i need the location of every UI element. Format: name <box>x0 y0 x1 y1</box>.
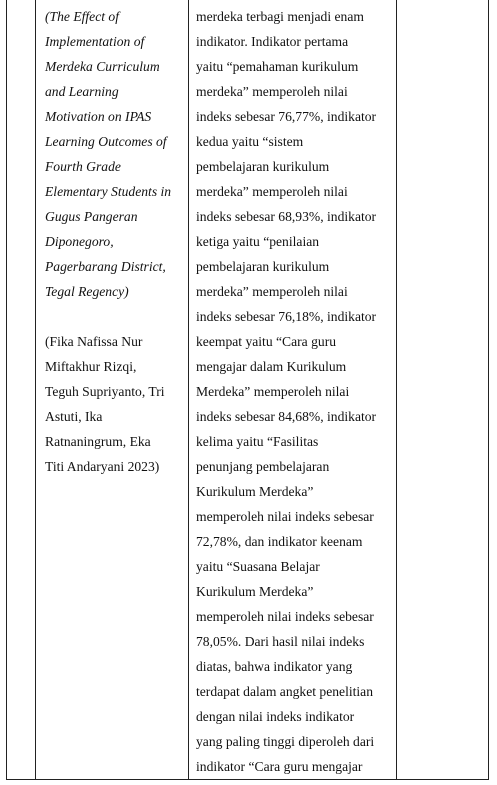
literature-review-table <box>6 0 489 780</box>
reference-authors: (Fika Nafissa Nur Miftakhur Rizqi, Teguh Supriyanto, Tri Astuti, Ika Ratnaningrum, Eka Titi Andaryani 2023) <box>45 334 165 474</box>
summary-text: merdeka terbagi menjadi enam indikator. Indikator pertama yaitu “pemahaman kurikulum merdeka” memperoleh nilai indeks sebesar 76,77%, indikator kedua yaitu “sistem pembelajaran kurikulum merdeka” memperoleh nilai indeks sebesar 68,93%, indikator ketiga yaitu “penilaian pembelajaran kurikulum merdeka” memperoleh nilai indeks sebesar 76,18%, indikator keempat yaitu “Cara guru mengajar dalam Kurikulum Merdeka” memperoleh nilai indeks sebesar 84,68%, indikator kelima yaitu “Fasilitas penunjang pembelajaran Kurikulum Merdeka” memperoleh nilai indeks sebesar 72,78%, dan indikator keenam yaitu “Suasana Belajar Kurikulum Merdeka” memperoleh nilai indeks sebesar 78,05%. Dari hasil nilai indeks diatas, bahwa indikator yang terdapat dalam angket penelitian dengan nilai indeks indikator yang paling tinggi diperoleh dari indikator “Cara guru mengajar <box>196 9 377 774</box>
reference-cell <box>36 0 189 780</box>
reference-title: (The Effect of Implementation of Merdeka Curriculum and Learning Motivation on IPAS Learning Outcomes of Fourth Grade Elementary Students in Gugus Pangeran Diponegoro, Pagerbarang District, Tegal Regency) <box>45 9 172 299</box>
empty-cell <box>397 0 489 780</box>
summary-cell <box>189 0 397 780</box>
number-cell <box>7 0 36 780</box>
table-row <box>7 0 489 780</box>
